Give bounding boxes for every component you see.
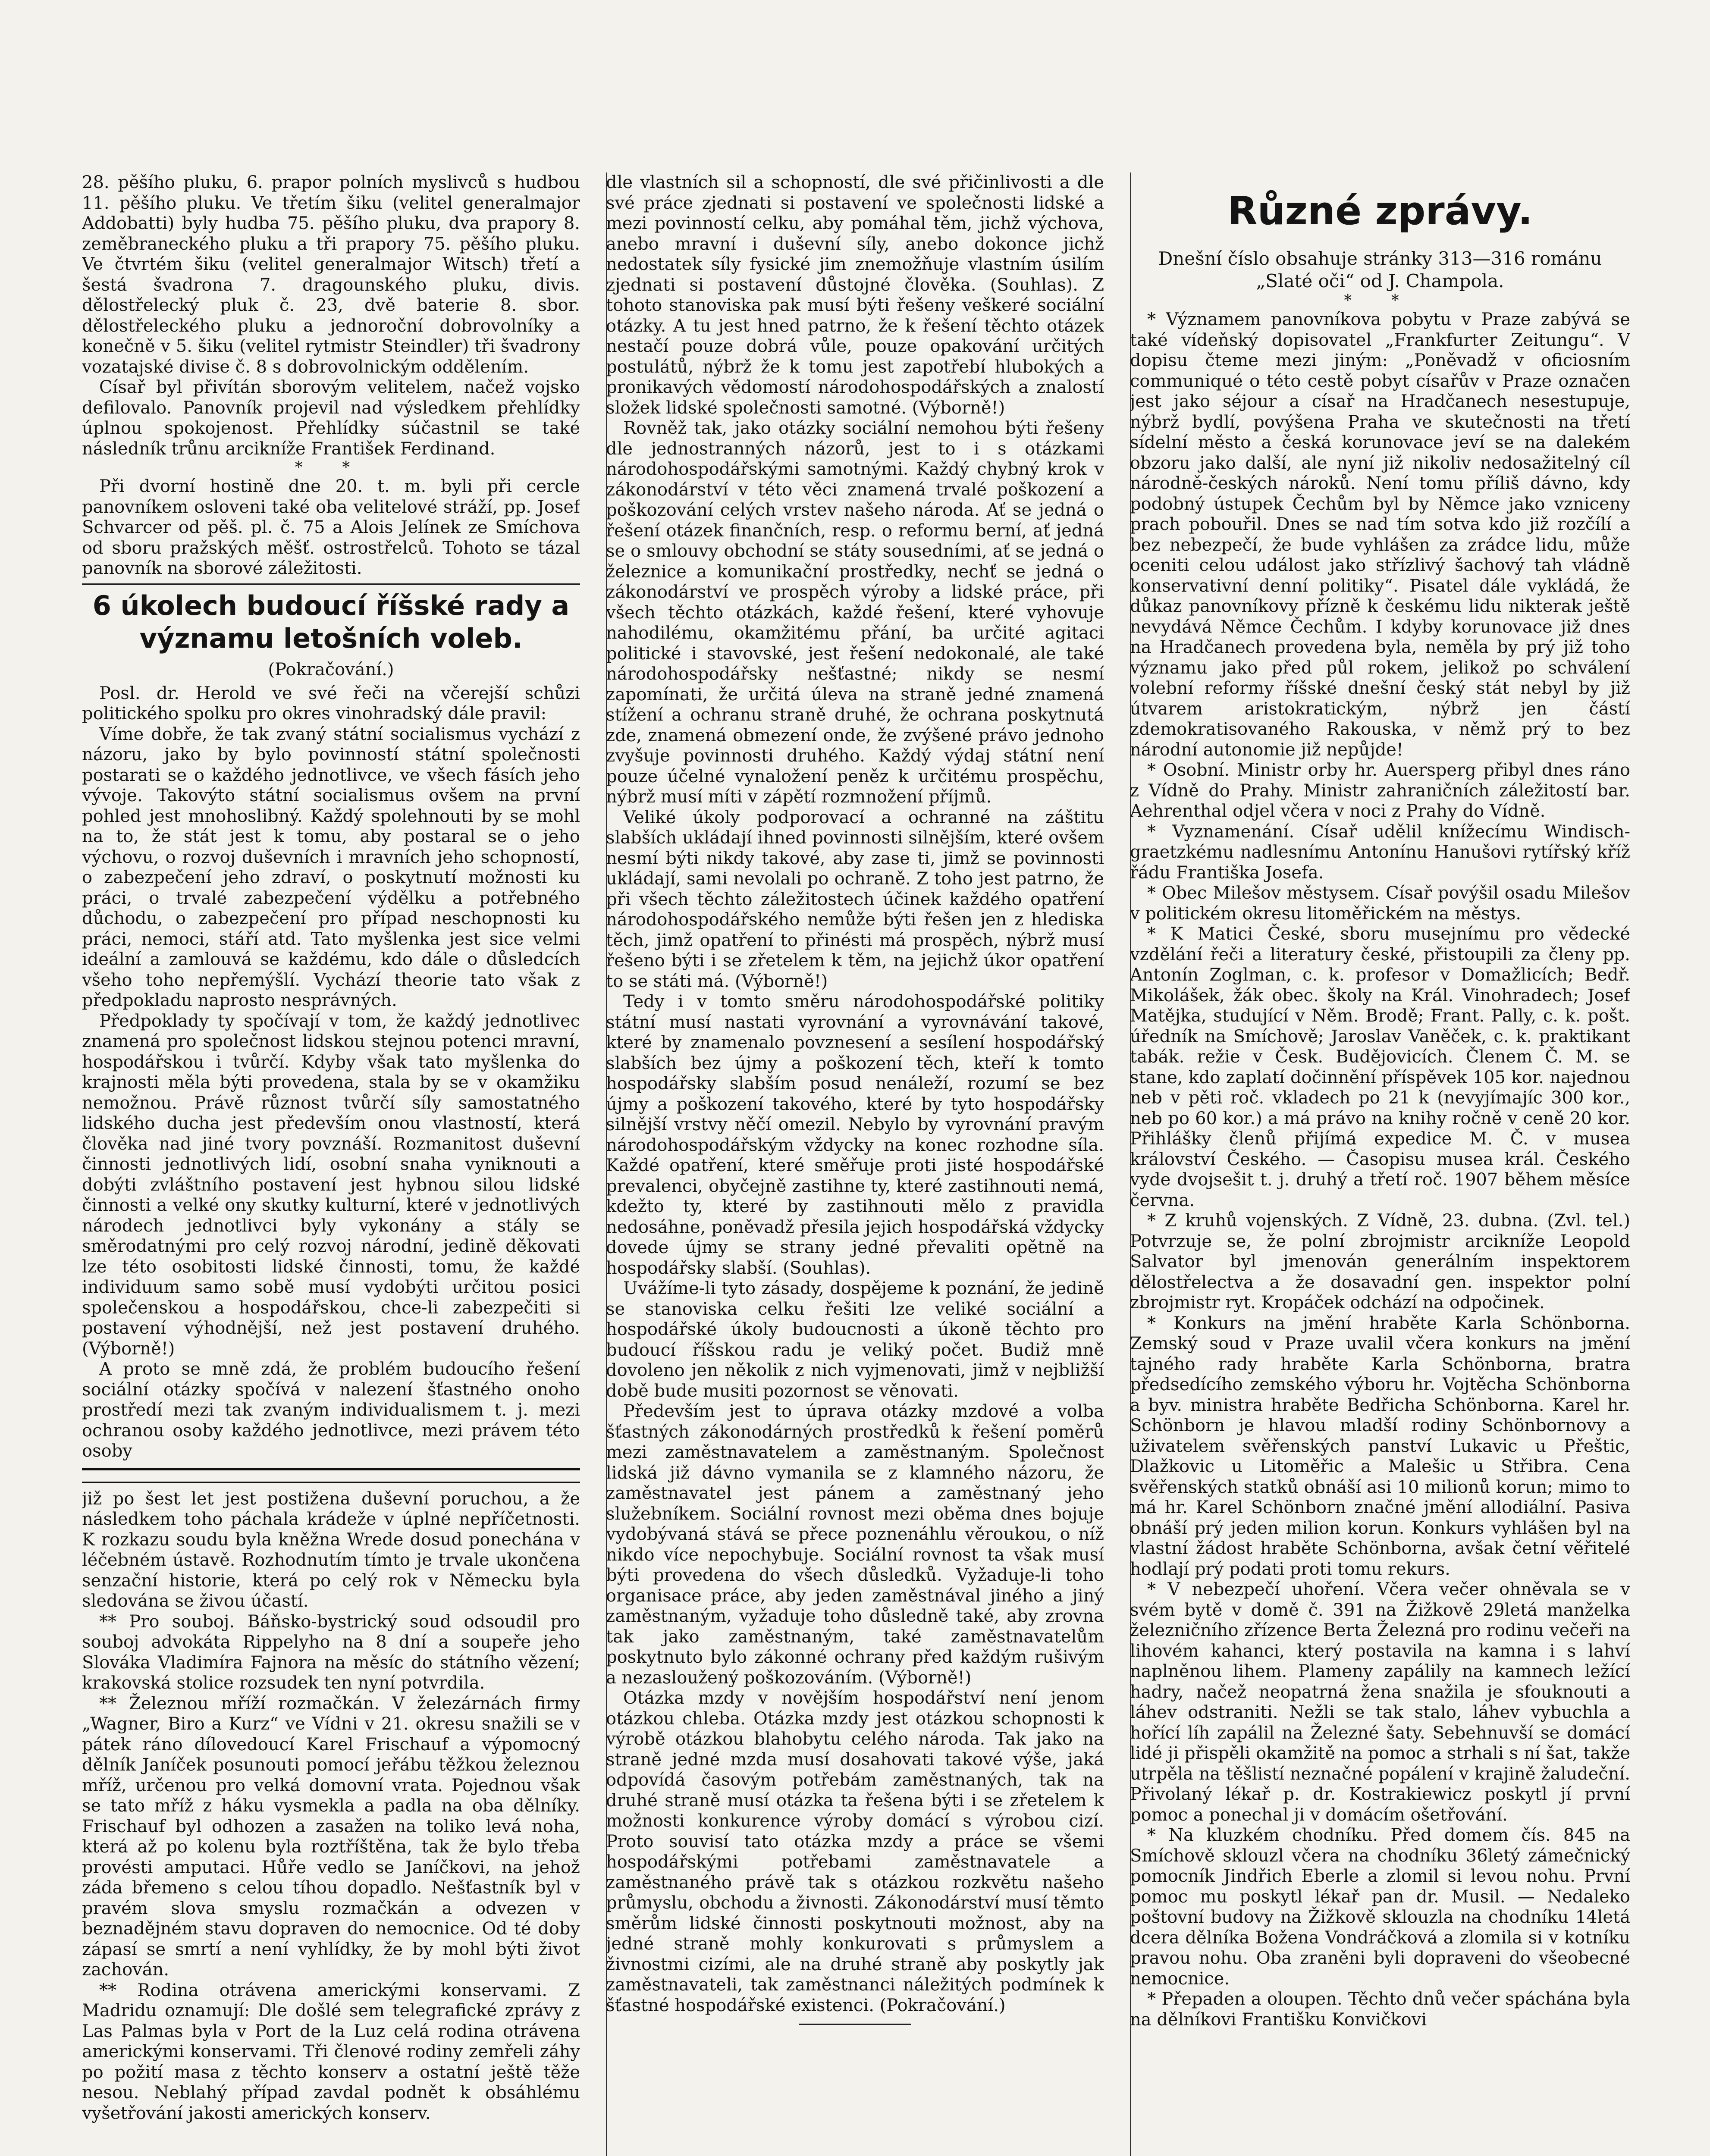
paragraph: Víme dobře, že tak zvaný státní socialismus vychází z názoru, jako by bylo povinností státní společnosti postarati se o každého jednotlivce, ve všech fásích jeho vývoje. Takovýto státní socialismus ovšem na první pohled jest mnohoslibný. Každý spolehnouti by se mohl na to, že stát jest k tomu, aby postaral se o jeho výchovu, o rozvoj duševních i mravních jeho schopností, o zabezpečení jeho zdraví, o poskytnutí možnosti ku práci, o trvalé zabezpečení výdělku a potřebného důchodu, o zabezpečení pro případ neschopnosti ku práci, nemoci, stáří atd. Tato myšlenka jest sice velmi ideální a zamlouvá se každému, kdo dále o důsledcích všeho toho nepřemýšlí. Vychází theorie tato však z předpokladu naprosto nesprávných.: [82, 724, 580, 1010]
column-3: [1130, 172, 1630, 2156]
paragraph: Uvážíme-li tyto zásady, dospějeme k poznání, že jedině se stanoviska celku řešiti lze veliké sociální a hospodářské úkoly budoucnosti a úkoně těchto pro budoucí říšskou radu je veliký počet. Budiž mně dovoleno jen několik z nich vyjmenovati, jimž v nejbližší době bude musiti pozornost se věnovati.: [606, 1279, 1104, 1401]
paragraph: ** Pro souboj. Báňsko-bystrický soud odsoudil pro souboj advokáta Rippelyho na 8 dní a soupeře jeho Slováka Vladimíra Fajnora na měsíc do státního vězení; krakovská stolice rozsudek ten nyní potvrdila.: [82, 1611, 580, 1693]
paragraph: Především jest to úprava otázky mzdové a volba šťastných zákonodárných prostředků k řešení poměrů mezi zaměstnavatelem a zaměstnaným. Společnost lidská již dávno vymanila se z klamného názoru, že zaměstnavatel jest pánem a zaměstnaný jeho služebníkem. Sociální rovnost mezi oběma dnes bojuje vydobývaná stává se přece poznenáhlu věroukou, o níž nikdo více nepochybuje. Sociální rovnost ta však musí býti provedena do všech důsledků. Vyžaduje-li toho organisace práce, aby jeden zaměstnával jiného a jiný zaměstnaným, vyžaduje toho důsledně také, aby zrovna tak jako zaměstnaným, také zaměstnavatelům poskytnuto bylo zákonné ochrany před každým rušivým a nezasloužený poškozováním. (Výborně!): [606, 1401, 1104, 1688]
separator-stars: * *: [295, 459, 367, 476]
paragraph: Císař byl přivítán sborovým velitelem, načež vojsko defilovalo. Panovník projevil nad výsledkem přehlídky úplnou spokojenost. Přehlídky súčastnil se také následník trůnu arcikníže František Ferdinand.: [82, 377, 580, 459]
paragraph: Tedy i v tomto směru národohospodářské politiky státní musí nastati vyrovnání a vyrovnávání takové, které by znamenalo povznesení a sesílení hospodářský slabších bez újmy a poškození těch, kteří k tomto hospodářsky slabším posud nenáleží, rozumí se bez újmy a poškození takového, které by tyto hospodářsky silnější vrstvy něčí omezil. Nebylo by vyrovnání pravým národohospodářským vždycky na konec rozhodne síla. Každé opatření, které směřuje proti jisté hospodářské prevalenci, obyčejně zastihne ty, které zastihnouti nemá, kdežto ty, které by zastihnouti mělo z pravidla nedosáhne, poněvadž přesila jejich hospodářská vždycky dovede újmy se strany jedné převaliti opětně na hospodářsky slabší. (Souhlas).: [606, 992, 1104, 1278]
news-item: * Přepaden a oloupen. Těchto dnů večer spáchána byla na dělníkovi Františku Konvičkovi: [1130, 1989, 1630, 2030]
column-1: [82, 172, 580, 2156]
news-item: * K Matici České, sboru musejnímu pro vědecké vzdělání řeči a literatury české, přistoupili za členy pp. Antonín Zoglman, c. k. profesor v Domažlicích; Bedř. Mikolášek, žák obec. školy na Král. Vinohradech; Josef Matějka, studující v Něm. Brodě; Frant. Pally, c. k. pošt. úředník na Smíchově; Jaroslav Vaněček, c. k. praktikant tabák. režie v Česk. Budějovicích. Členem Č. M. se stane, kdo zaplatí dočinnění příspěvek 105 kor. najednou neb v pěti roč. vkladech po 21 k (nevyjímajíc 300 kor., neb po 60 kor.) a má právo na knihy ročně v ceně 20 kor. Přihlášky členů přijímá expedice M. Č. v musea království Českého. — Časopisu musea král. Českého vyde dvojsešit t. j. druhý a třetí roč. 1907 během měsíce června.: [1130, 924, 1630, 1210]
columns: [82, 172, 1663, 2156]
paragraph: již po šest let jest postižena duševní poruchou, a že následkem toho páchala krádeže v úplné nepříčetnosti. K rozkazu soudu byla kněžna Wrede dosud ponechána v léčebném ústavě. Rozhodnutím tímto je trvale ukončena senzační historie, která po celý rok v Německu byla sledována se živou účastí.: [82, 1489, 580, 1611]
paragraph: Při dvorní hostině dne 20. t. m. byli při cercle panovníkem osloveni také oba velitelové stráží, pp. Josef Schvarcer od pěš. pl. č. 75 a Alois Jelínek ze Smíchova od sboru pražských měšť. ostrostřelců. Tohoto se tázal panovník na sborové záležitosti.: [82, 476, 580, 578]
article-headline: 6 úkolech budoucí říšské rady a významu letošních voleb.: [82, 583, 580, 655]
paragraph: ** Železnou mříží rozmačkán. V železárnách firmy „Wagner, Biro a Kurz“ ve Vídni v 21. okresu snažili se v pátek ráno dílovedoucí Karel Frischauf a výpomocný dělník Janíček posunouti pomocí jeřábu těžkou železnou mříž, určenou pro velká domovní vrata. Pojednou však se tato mříž z háku vysmekla a padla na oba dělníky. Frischauf byl odhozen a zasažen na toliko levá noha, která až po kolenu byla roztříštěna, tak že bylo třeba provésti amputaci. Hůře vedlo se Janíčkovi, na jehož záda břemeno s celou tíhou dopadlo. Nešťastník byl v pravém slova smyslu rozmačkán a odvezen v beznadějném stavu dopraven do nemocnice. Od té doby zápasí se smrtí a není vyhlídky, že by mohl býti život zachován.: [82, 1693, 580, 1980]
paragraph: 28. pěšího pluku, 6. prapor polních myslivců s hudbou 11. pěšího pluku. Ve třetím šiku (velitel generalmajor Addobatti) byly hudba 75. pěšího pluku, dva prapory 8. zeměbraneckého pluku a tři prapory 75. pěšího pluku. Ve čtvrtém šiku (velitel generalmajor Witsch) třetí a šestá švadrona 7. dragounského pluku, divis. dělostřelecký pluk č. 23, dvě baterie 8. sbor. dělostřeleckého pluku a jednoroční dobrovolníky a konečně v 5. šiku (velitel rytmistr Steindler) tři švadrony vozatajské divise č. 8 s dobrovolnickým oddělením.: [82, 172, 580, 377]
news-item: * Obec Milešov městysem. Císař povýšil osadu Milešov v politickém okresu litoměřickém na městys.: [1130, 883, 1630, 924]
paragraph: dle vlastních sil a schopností, dle své přičinlivosti a dle své práce zjednati si postavení ve společnosti lidské a mezi povinností celku, aby pomáhal těm, jichž výchova, anebo mravní i duševní síly, anebo dokonce jichž nedostatek síly fysické jim znemožňuje vlastním úsilím zjednati si postavení důstojné člověka. (Souhlas). Z tohoto stanoviska pak musí býti řešeny veškeré sociální otázky. A tu jest hned patrno, že k řešení těchto otázek nestačí pouze dobrá vůle, pouze opakování určitých postulátů, nýbrž že k tomu jest zapotřebí hlubokých a pronikavých vědomostí národohospodářských a znalostí složek lidské společnosti samotné. (Výborně!): [606, 172, 1104, 418]
paragraph: Rovněž tak, jako otázky sociální nemohou býti řešeny dle jednostranných názorů, jest to i s otázkami národohospodářskými samotnými. Každý chybný krok v zákonodárství v této věci znamená trvalé poškození a poškozování celých vrstev našeho národa. Ať se jedná o řešení otázek finančních, resp. o reformu berní, ať jedná se o smlouvy obchodní se státy sousedními, ať se jedná o železnice a komunikační prostředky, nechť se jedná o zákonodárství ve prospěch výroby a lidské práce, při všech těchto otázkách, každé řešení, které vyhovuje nahodilému, okamžitému přání, ba určité agitaci politické i stavovské, jest řešení nedokonalé, ale také národohospodářsky nešťastné; nikdy se nesmí zapomínati, že určitá úleva na straně jedné znamená stížení a ochranu straně druhé, že ochrana poskytnutá zde, znamená obmezení onde, že zvýšené právo jednoho zvyšuje povinnosti druhého. Každý výdaj státní není pouze účelné vynaložení peněz k určitému prospěchu, nýbrž musí míti v zápětí rozmnožení příjmů.: [606, 418, 1104, 807]
news-item: * Významem panovníkova pobytu v Praze zabývá se také vídeňský dopisovatel „Frankfurter Zeitungu“. V dopisu čteme mezi jiným: „Poněvadž v oficiosním communiqué o této cestě pobyt císařův v Praze označen jest jako séjour a císař na Hradčanech nesestupuje, nýbrž bydlí, povýšena Praha ve skutečnosti na třetí sídelní město a česká korunovace jeví se na dalekém obzoru jako další, ale nyní již nikoliv nedosažitelný cíl národně-českých nároků. Není tomu příliš dávno, kdy podobný ústupek Čechům byl by Němce jako vzniceny prach pobouřil. Dnes se nad tím sotva kdo již rozčílí a bez nebezpečí, že bude vyhlášen za zrádce lidu, může oceniti celou událost jako střízlivý šachový tah vládně konservativní denní politiky“. Pisatel dále vykládá, že důkaz panovníkovy přízně k českému lidu nikterak ještě nevydává Němce Čechům. I kdyby korunovace již dnes na Hradčanech provedena byla, neměla by prý již toho významu jako před půl rokem, jelikož po schválení volební reformy říšské dnešní český stát nebyl by již útvarem aristokratickým, nýbrž jen částí zdemokratisovaného Rakouska, v němž prý to bez národní autonomie již nepůjde!: [1130, 310, 1630, 760]
paragraph: Veliké úkoly podporovací a ochranné na záštitu slabších ukládají ihned povinnosti silnějším, které ovšem nesmí býti nikdy takové, aby zase ti, jimž se povinnosti ukládají, sami nevolali po ochraně. Z toho jest patrno, že při všech těchto záležitostech účinek každého opatření národohospodářského nemůže býti řešen jen z hlediska těch, jimž opatření to přinésti má prospěch, nýbrž musí řešeno býti i se zřetelem k těm, na jejichž úkor opatření to se státi má. (Výborně!): [606, 807, 1104, 991]
section-title: Různé zprávy.: [1227, 188, 1533, 234]
news-item: * Z kruhů vojenských. Z Vídně, 23. dubna. (Zvl. tel.) Potvrzuje se, že polní zbrojmistr arcikníže Leopold Salvator byl jmenován generálním inspektorem dělostřelectva a že dosavadní gen. inspektor polní zbrojmistr ryt. Kropáček odchází na odpočinek.: [1130, 1211, 1630, 1313]
continuation-note: (Pokračování.): [268, 659, 394, 680]
paragraph: ** Rodina otrávena americkými konservami. Z Madridu oznamují: Dle došlé sem telegrafické zprávy z Las Palmas byla v Port de la Luz celá rodina otrávena americkými konservami. Tři členové rodiny zemřeli záhy po požití masa z těchto konserv a ostatní ještě těže nesou. Neblahý případ zavdal podnět k obsáhlému vyšetřování jakosti amerických konserv.: [82, 1980, 580, 2123]
paragraph: A proto se mně zdá, že problém budoucího řešení sociální otázky spočívá v nalezení šťastného onoho prostředí mezi tak zvaným individualismem t. j. mezi ochranou osoby každého jednotlivce, mezi právem této osoby: [82, 1359, 580, 1461]
news-item: * Osobní. Ministr orby hr. Auersperg přibyl dnes ráno z Vídně do Prahy. Ministr zahraničních záležitostí bar. Aehrenthal odjel včera v noci z Prahy do Vídně.: [1130, 760, 1630, 821]
news-item: * Vyznamenání. Císař udělil knížecímu Windisch-graetzkému nadlesnímu Antonínu Hanušovi rytířský kříž řádu Františka Josefa.: [1130, 821, 1630, 883]
paragraph: Předpoklady ty spočívají v tom, že každý jednotlivec znamená pro společnost lidskou stejnou potenci mravní, hospodářskou i tvůrčí. Kdyby však tato myšlenka do krajnosti měla býti provedena, stala by se v okamžiku nemožnou. Právě různost tvůrčí síly samostatného lidského ducha jest především onou vlastností, která člověka nad jiné tvory povznáší. Rozmanitost duševní činnosti jednotlivých lidí, osobní snaha vyniknouti a dobýti zvláštního postavení jest hybnou silou lidské činnosti a velké ony skutky kulturní, které v jednotlivých národech jednotlivci byly vykonány a stály se směrodatnými pro celý rozvoj národní, jedině děkovati lze této osobitosti lidské činnosti, tomu, že každé individuum samo sobě musí vydobýti určitou posici společenskou a hospodářskou, chce-li zabezpečiti si postavení výhodnější, než jest postavení druhého. (Výborně!): [82, 1011, 580, 1359]
paragraph: Otázka mzdy v novějším hospodářství není jenom otázkou chleba. Otázka mzdy jest otázkou schopnosti k výrobě otázkou blahobytu celého národa. Tak jako na straně jedné mzda musí dosahovati takové výše, jaká odpovídá časovým potřebám zaměstnaných, tak na druhé straně musí otázka ta řešena býti i se zřetelem k možnosti konkurence výroby domácí s výrobou cizí. Proto souvisí tato otázka mzdy a práce se všemi hospodářskými potřebami zaměstnavatele a zaměstnaného právě tak s otázkou rozkvětu našeho průmyslu, obchodu a živnosti. Zákonodárství musí těmto směrům lidské činnosti poskytnouti možnost, aby na jedné straně mohly konkurovati s průmyslem a živnostmi cizími, ale na druhé straně aby poskytly jak zaměstnavateli, tak zaměstnanci náležitých podmínek k šťastné hospodářské existenci. (Pokračování.): [606, 1688, 1104, 2015]
news-item: * V nebezpečí uhoření. Včera večer ohněvala se v svém bytě v domě č. 391 na Žižkově 29letá manželka železničního zřízence Berta Železná pro rodinu večeři na lihovém kahanci, který postavila na kamna i s lahví naplněnou lihem. Plameny zapálily na kamnech ležící hadry, načež neopatrná žena snažila je sfouknouti a láhev odstraniti. Nežli se tak stalo, láhev vybuchla a hořící líh zapálil na Železné šaty. Sebehnuvší se domácí lidé ji přispěli okamžitě na pomoc a strhali s ní šat, takže utrpěla na těšlistí neznačné popálení v krajině žaludeční. Přivolaný lékař p. dr. Kostrakiewicz poskytl jí první pomoc a ponechal ji v domácím ošetřování.: [1130, 1579, 1630, 1825]
section-divider: [82, 1468, 580, 1483]
column-2: [606, 172, 1104, 2156]
news-item: * Konkurs na jmění hraběte Karla Schönborna. Zemský soud v Praze uvalil včera konkurs na jmění tajného rady hraběte Karla Schönborna, bratra předsedícího zemského výboru hr. Vojtěcha Schönborna a byv. ministra hraběte Bedřicha Schönborna. Karel hr. Schönborn je hlavou mladší rodiny Schönbornovy a uživatelem svěřenských panství Lukavic u Přeštic, Dlažkovic u Litoměřic a Malešic u Střibra. Cena svěřenských statků obnáší asi 10 milionů korun; mimo to má hr. Karel Schönborn značné jmění allodiální. Pasiva obnáší prý jeden milion korun. Konkurs vyhlášen byl na vlastní žádost hraběte Schönborna, avšak četní věřitelé hodlají prý podati proti tomu rekurs.: [1130, 1313, 1630, 1579]
article-end-rule: [799, 2024, 911, 2025]
news-item: * Na kluzkém chodníku. Před domem čís. 845 na Smíchově sklouzl včera na chodníku 36letý zámečnický pomocník Jindřich Eberle a zlomil si levou nohu. První pomoc mu poskytl lékař pan dr. Musil. — Nedaleko poštovní budovy na Žižkově sklouzla na chodníku 14letá dcera dělníka Božena Vondráčková a zlomila si v kotníku pravou nohu. Oba zraněni byli dopraveni do všeobecné nemocnice.: [1130, 1825, 1630, 1989]
section-intro: Dnešní číslo obsahuje stránky 313—316 románu „Slaté oči“ od J. Champola.: [1158, 248, 1602, 291]
separator-stars: * *: [1344, 292, 1416, 310]
paragraph: Posl. dr. Herold ve své řeči na včerejší schůzi politického spolku pro okres vinohradský dále pravil:: [82, 683, 580, 724]
